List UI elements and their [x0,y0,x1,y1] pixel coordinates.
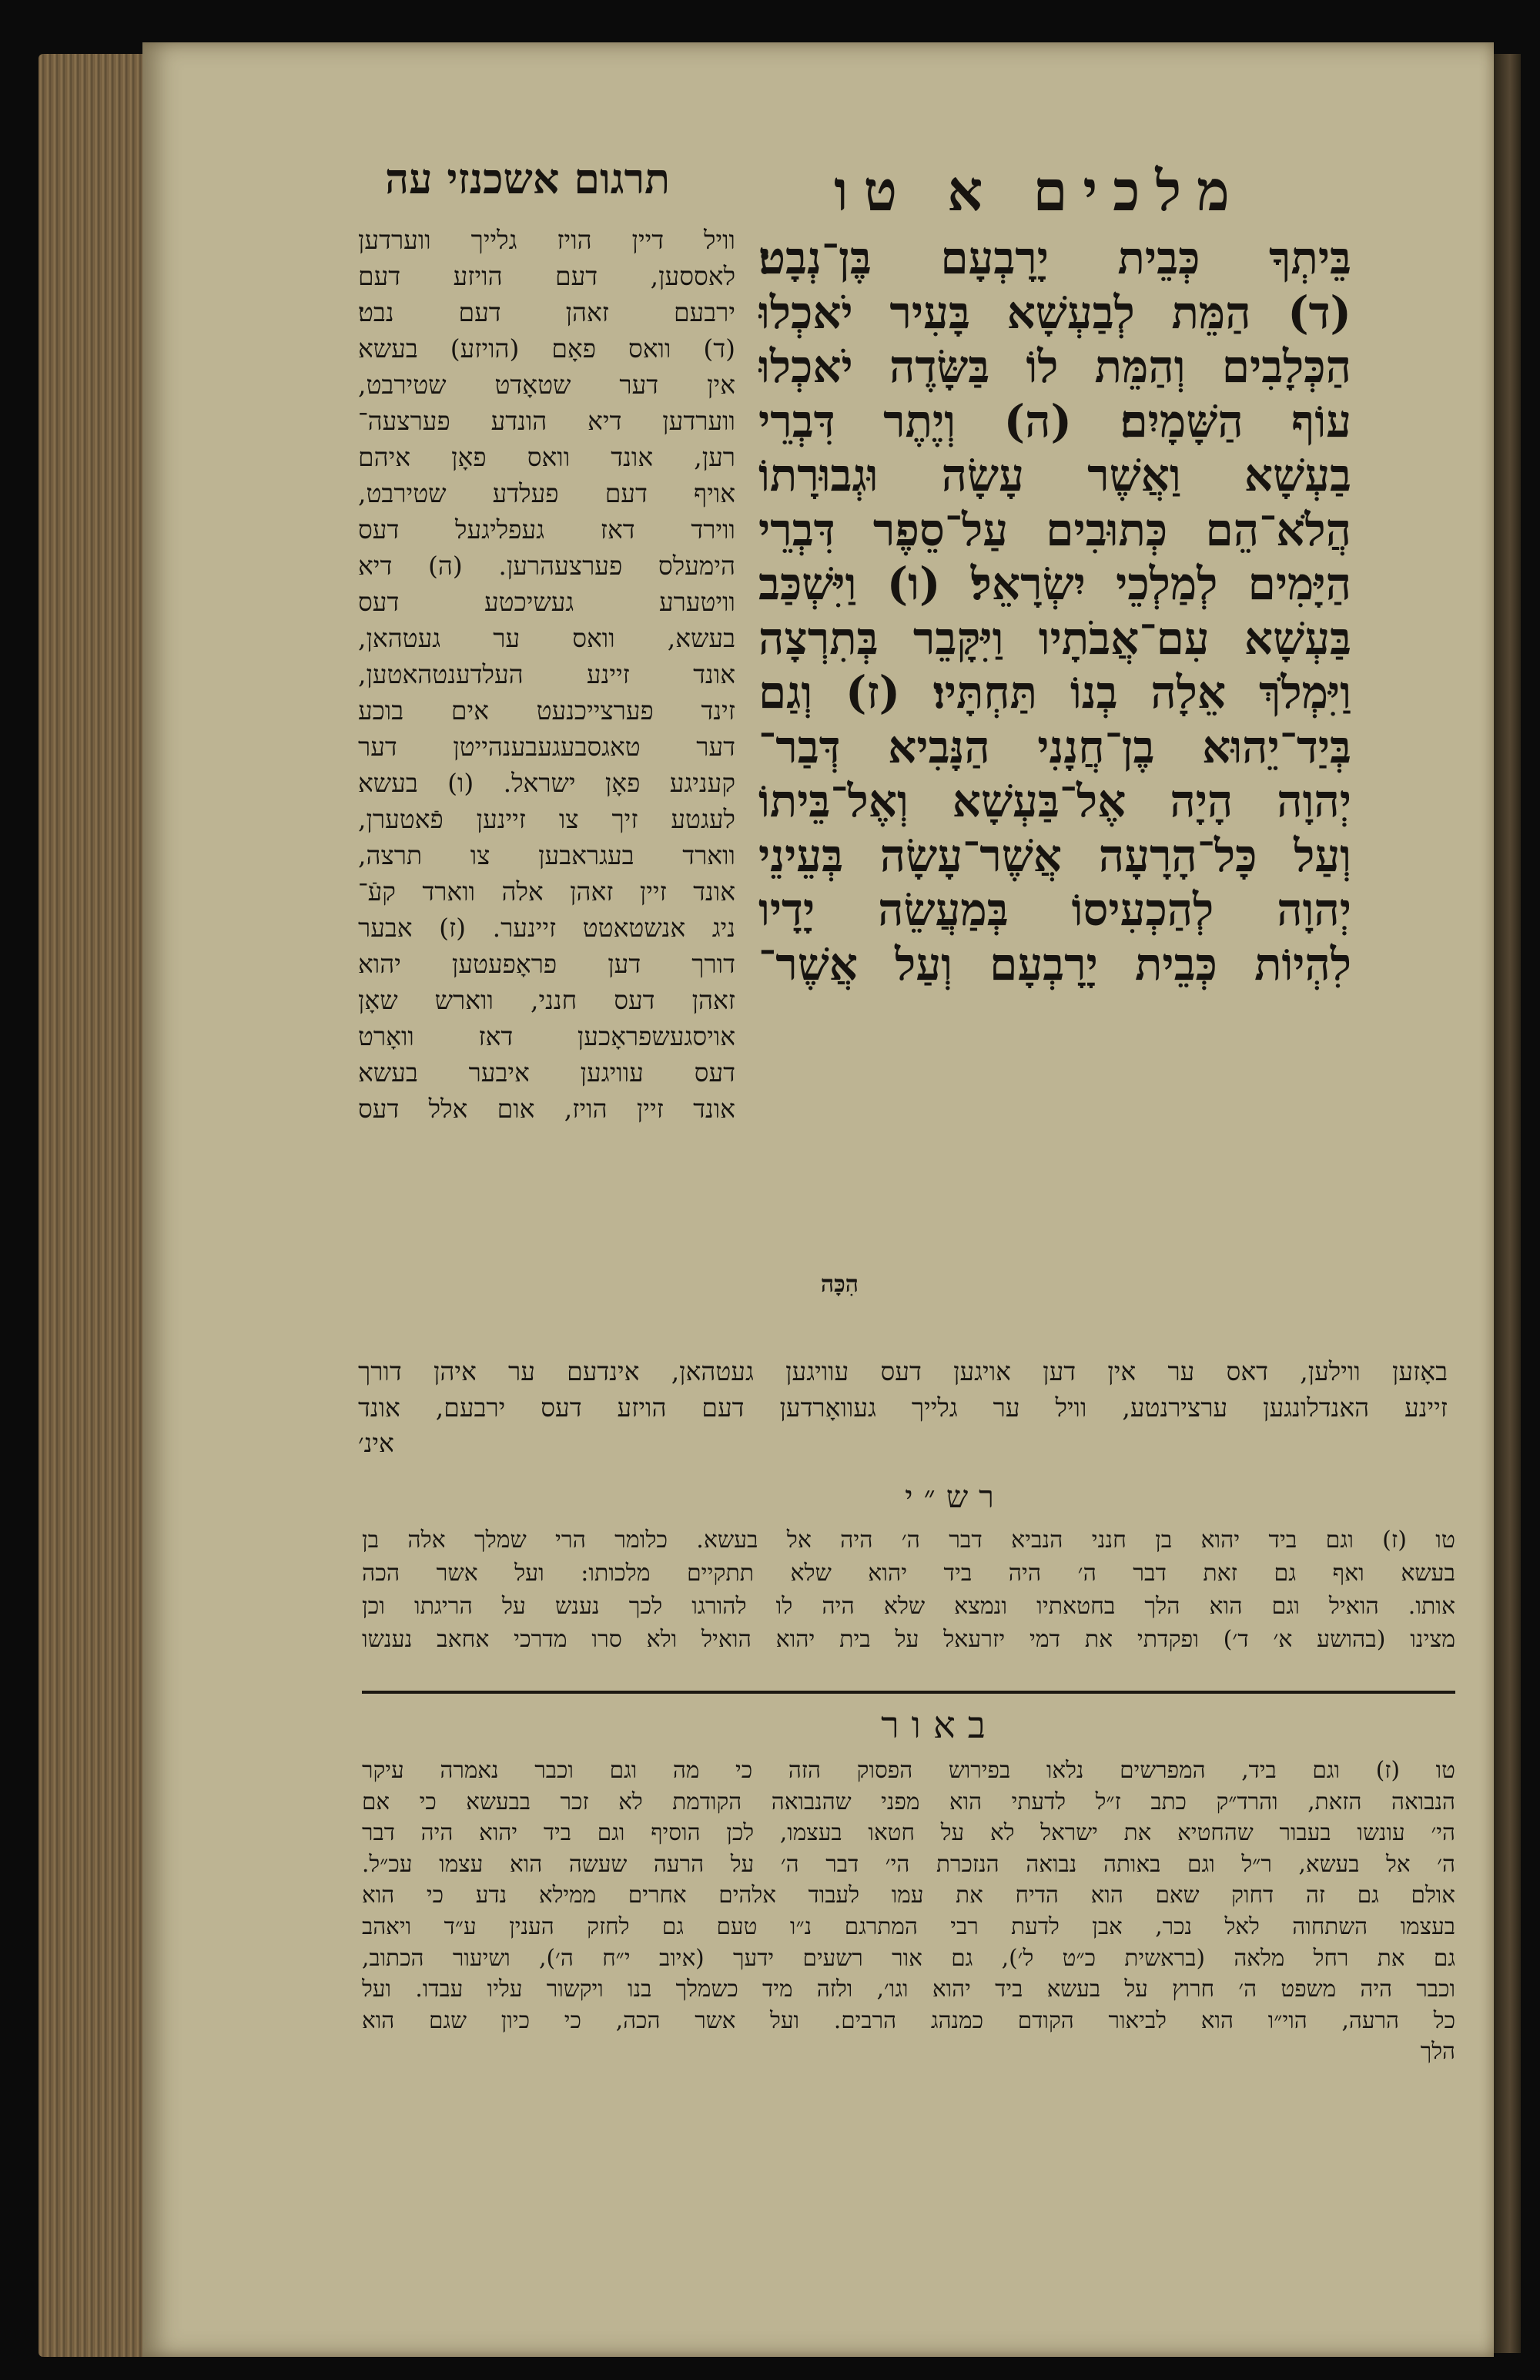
text-line: בֵּיתְךָ כְּבֵית יָרָבְעָם בֶּן־נְבָט׃ [758,232,1351,284]
targum-line: וויל דיין הויז גלייך ווערדען [358,225,735,255]
targum-line: וויטערע געשיכטע דעס [358,587,735,617]
targum-line: ניג אנשטאטט זיינער. (ז) אבער [358,913,735,943]
catchword: הִכָּה [820,1271,859,1298]
biur-line: בעצמו השתחוה לאל נכר, אבן לדעת רבי המתרגם נ״ו טעם גם לחזק הענין ע״ד ויאהב [362,1912,1455,1939]
targum-line: ווירד דאז געפליגעל דעס [358,515,735,545]
targum-line: אונד זיין זאהן אלה ווארד קעֿ־ [358,877,735,907]
text-line: יְהוָה לְהַכְעִיסוֹ בְּמַעֲשֵׂה יָדָיו [758,883,1351,936]
targum-line: אויסגעשפראָכען דאז וואָרט [358,1021,735,1051]
text-line: בַּעְשָׁא עִם־אֲבֹתָיו וַיִּקָּבֵר בְּתִרְצָה [758,612,1351,665]
text-line: בַעְשָׁא וַאֲשֶׁר עָשָׂה וּגְבוּרָתוֹ [758,449,1351,501]
text-line: עוֹף הַשָּׁמָיִם׃ (ה) וְיֶתֶר דִּבְרֵי [758,394,1351,448]
targum-line: אונד זיין הויז, אום אלל דעס [358,1094,735,1124]
biur-line: ה׳ אל בעשא, ר״ל וגם באותה נבואה הנזכרת הי׳ דבר ה׳ על הרעה שעשה הוא עצמו עכ״ל. [362,1850,1455,1877]
targum-line: זאהן דעס חנני, ווארש שאָן [358,985,735,1015]
targum-line: זיינע האנדלונגען ערצירנטע, וויל ער גלייך געוואָרדען דעם הויזע דעס ירבעם, אונד [358,1392,1448,1423]
targum-line: אין דער שטאָדט שטירבט, [358,370,735,400]
biur-line: הלך [1420,2038,1455,2065]
book-right-edge [1494,54,1521,2353]
targum-line: דעס עוויגען איבער בעשא [358,1058,735,1088]
rashi-line: אותו. הואיל וגם הוא הלך בחטאתיו ונמצא שלא היה לו להורגו לכך נענש על הריגתו וכן [362,1593,1455,1620]
targum-line: לעגטע זיך צו זיינען פֿאטערן, [358,804,735,834]
targum-line: באָזען ווילען, דאס ער אין דען אויגען דעס עוויגען געטהאן, אינדעם ער איהן דורך [358,1356,1448,1386]
biur-line: אולם גם זה דחוק שאם הוא הדיח את עמו לעבוד אלהים אחרים ממילא נדע כי הוא [362,1882,1455,1909]
main-hebrew-text [758,231,1351,991]
targum-line: זינד פערצייכנעט אים בוכע [358,696,735,726]
biur-line: טו (ז) וגם ביד, המפרשים נלאו בפירוש הפסוק הזה כי מה וגם וכבר נאמרה עיקר [362,1757,1455,1783]
targum-line: רען, אונד וואס פאָן איהם [358,442,735,472]
text-line: יְהוָה הָיָה אֶל־בַּעְשָׁא וְאֶל־בֵּיתוֹ [758,775,1351,827]
targum-column-text [358,222,735,1127]
targum-line: דורך דען פראָפעטען יהוא [358,949,735,979]
targum-full-width-text [358,1354,1448,1462]
text-line: (ד) הַמֵּת לְבַעְשָׁא בָּעִיר יֹאכְלוּ [758,286,1351,339]
biur-line: גם את רחל מלאה (בראשית כ״ט ל׳), גם אור רשעים ידעך (איוב י״ח ה׳), ושיעור הכתוב, [362,1944,1455,1971]
targum-line: ווערדען דיא הונדע פערצעה־ [358,406,735,436]
biur-commentary [362,1755,1455,2067]
targum-line: לאססען, דעם הויזע דעם [358,261,735,291]
text-line: הַיָּמִים לְמַלְכֵי יִשְׂרָאֵל׃ (ו) וַיִּשְׁכַּב [758,558,1351,610]
targum-line: אונד זיינע העלדענטהאטען, [358,659,735,689]
biur-line: כל הרעה, הוי״ו הוא לביאור הקודם כמנהג הרבים. ועל אשר הכה, כי כיון שגם הוא [362,2006,1455,2033]
targum-line: ירבעם זאהן דעם נבט׃ [358,297,735,327]
rashi-line: מצינו (בהושע א׳ ד׳) ופקדתי את דמי יזרעאל על בית יהוא הואיל ולא סרו מדרכי אחאב נענשו [362,1626,1455,1653]
targum-line: בעשא, וואס ער געטהאן, [358,623,735,653]
targum-line: אויף דעם פעלדע שטירבט, [358,478,735,508]
targum-line: (ד) וואס פאָם (הויזע) בעשא [358,334,735,364]
text-line: לִהְיוֹת כְּבֵית יָרָבְעָם וְעַל אֲשֶׁר־ [758,937,1351,991]
targum-line: ווארד בעגראבען צו תרצה, [358,840,735,870]
targum-title-header: תרגום אשכנזי עה [384,154,671,203]
text-line: הֲלֹא־הֵם כְּתוּבִים עַל־סֵפֶר דִּבְרֵי [758,503,1351,556]
targum-line: הימעלס פערצעהרען. (ה) דיא [358,551,735,581]
book-page-edges [38,54,154,2357]
rashi-line: בעשא ואף גם זאת דבר ה׳ היה ביד יהוא שלא תתקיים מלכותו: ועל אשר הכה [362,1560,1455,1587]
biur-title: באור [881,1704,998,1747]
book-title-header: מלכים א טו [834,158,1245,223]
biur-line: וכבר היה משפט ה׳ חרוץ על בעשא ביד יהוא וגו׳, ולזה מיד כשמלך בנו ויקשור עליו עבדו. ועל [362,1976,1455,2003]
biur-line: הנבואה הזאת, והרד״ק כתב ז״ל לדעתי הוא מפני שהנבואה הקודמת לא זכר בבעשא כי אם [362,1788,1455,1815]
section-divider [362,1691,1455,1694]
text-line: בְּיַד־יֵהוּא בֶן־חֲנָנִי הַנָּבִיא דְּבַר־ [758,720,1351,773]
targum-catchword: אינ׳ [358,1428,394,1458]
rashi-title: רש״י [905,1480,1005,1515]
rashi-line: טו (ז) וגם ביד יהוא בן חנני הנביא דבר ה׳ היה אל בעשא. כלומר הרי שמלך אלה בן [362,1527,1455,1554]
text-line: וְעַל כָּל־הָרָעָה אֲשֶׁר־עָשָׂה בְּעֵינֵי [758,829,1351,882]
biur-line: הי׳ עונשו בעבור שהחטיא את ישראל לא על חטאו בעצמו, לכן הוסיף וגם ביד יהוא היה דבר [362,1819,1455,1846]
text-line: וַיִּמְלֹךְ אֵלָה בְנוֹ תַּחְתָּיו׃ (ז) וְגַם [758,666,1351,719]
rashi-commentary [362,1524,1455,1656]
targum-line: קעניגע פאָן ישראל. (ו) בעשא [358,768,735,798]
text-line: הַכְּלָבִים וְהַמֵּת לוֹ בַּשָּׂדֶה יֹאכְלוּ [758,340,1351,393]
targum-line: דער טאגסבעגעבענהייטן דער [358,732,735,762]
